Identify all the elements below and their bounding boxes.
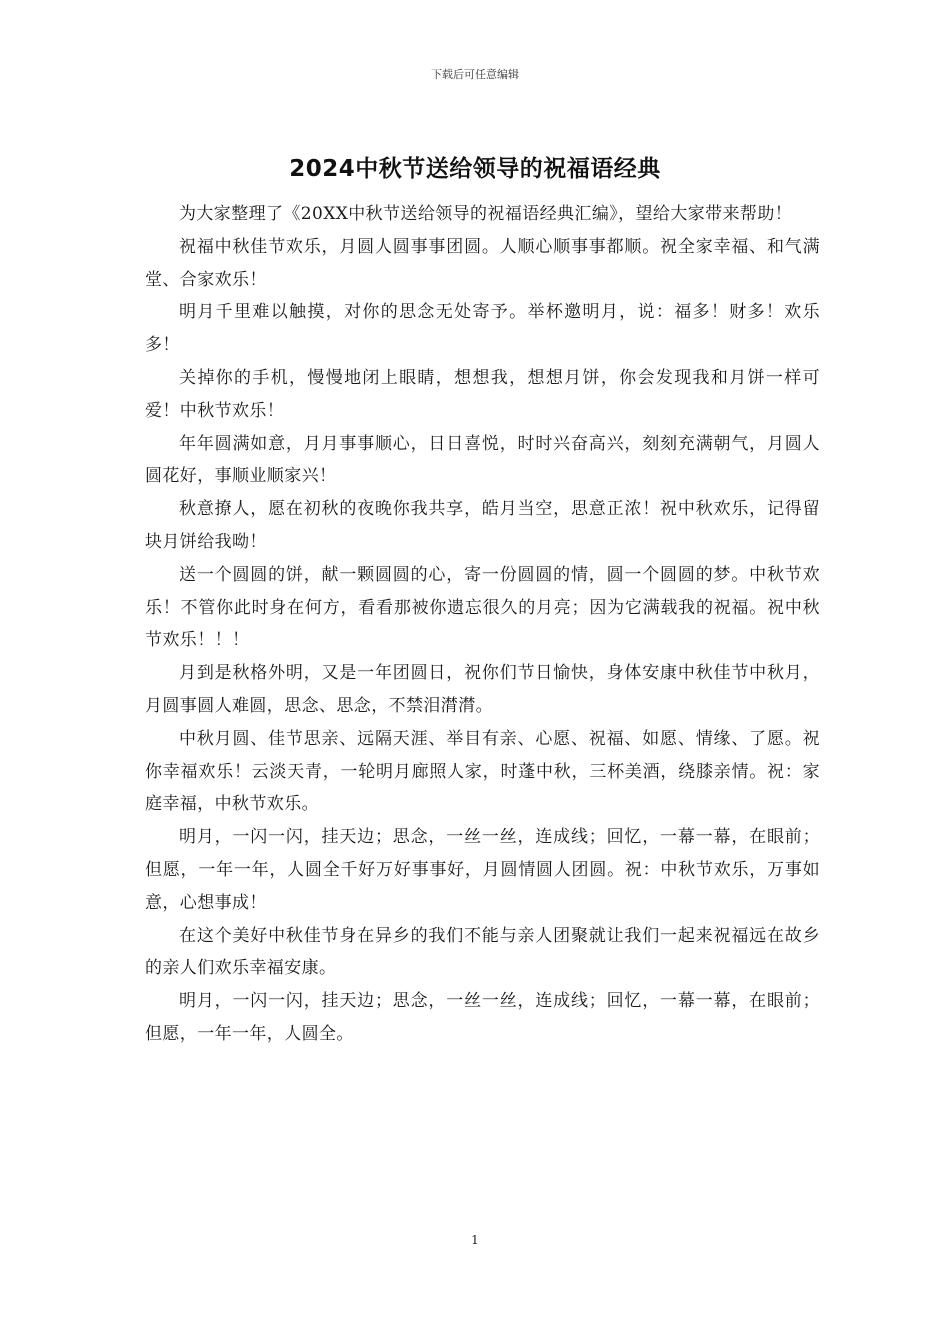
- paragraph: 明月，一闪一闪，挂天边；思念，一丝一丝，连成线；回忆，一幕一幕，在眼前；但愿，一年一年，人圆全千好万好事事好，月圆情圆人团圆。祝：中秋节欢乐，万事如意，心想事成！: [145, 827, 820, 913]
- page-number: 1: [471, 1233, 479, 1247]
- header-note: 下载后可任意编辑: [431, 68, 519, 81]
- paragraph: 中秋月圆、佳节思亲、远隔天涯、举目有亲、心愿、祝福、如愿、情缘、了愿。祝你幸福欢乐！云淡天青，一轮明月廊照人家，时蓬中秋，三杯美酒，绕膝亲情。祝：家庭幸福，中秋节欢乐。: [145, 728, 820, 815]
- paragraph: 送一个圆圆的饼，献一颗圆圆的心，寄一份圆圆的情，圆一个圆圆的梦。中秋节欢乐！不管你此时身在何方，看看那被你遗忘很久的月亮；因为它满载我的祝福。祝中秋节欢乐！！！: [145, 564, 820, 651]
- paragraph: 明月，一闪一闪，挂天边；思念，一丝一丝，连成线；回忆，一幕一幕，在眼前；但愿，一年一年，人圆全。: [145, 991, 820, 1044]
- paragraph: 祝福中秋佳节欢乐，月圆人圆事事团圆。人顺心顺事事都顺。祝全家幸福、和气满堂、合家欢乐！: [145, 236, 820, 290]
- paragraph: 在这个美好中秋佳节身在异乡的我们不能与亲人团聚就让我们一起来祝福远在故乡的亲人们欢乐幸福安康。: [145, 925, 820, 979]
- paragraph: 关掉你的手机，慢慢地闭上眼睛，想想我，想想月饼，你会发现我和月饼一样可爱！中秋节欢乐！: [145, 367, 820, 421]
- document-body: [145, 198, 820, 1051]
- paragraph: 秋意撩人，愿在初秋的夜晚你我共享，皓月当空，思意正浓！祝中秋欢乐，记得留块月饼给我呦！: [145, 499, 820, 552]
- document-title: 2024中秋节送给领导的祝福语经典: [289, 156, 661, 182]
- paragraph: 年年圆满如意，月月事事顺心，日日喜悦，时时兴奋高兴，刻刻充满朝气，月圆人圆花好，事顺业顺家兴！: [145, 433, 820, 487]
- paragraph: 为大家整理了《20XX中秋节送给领导的祝福语经典汇编》，望给大家带来帮助！: [179, 204, 793, 224]
- paragraph: 明月千里难以触摸，对你的思念无处寄予。举杯邀明月，说：福多！财多！欢乐多！: [145, 302, 820, 356]
- paragraph: 月到是秋格外明，又是一年团圆日，祝你们节日愉快，身体安康中秋佳节中秋月，月圆事圆人难圆，思念、思念，不禁泪潸潸。: [145, 663, 820, 716]
